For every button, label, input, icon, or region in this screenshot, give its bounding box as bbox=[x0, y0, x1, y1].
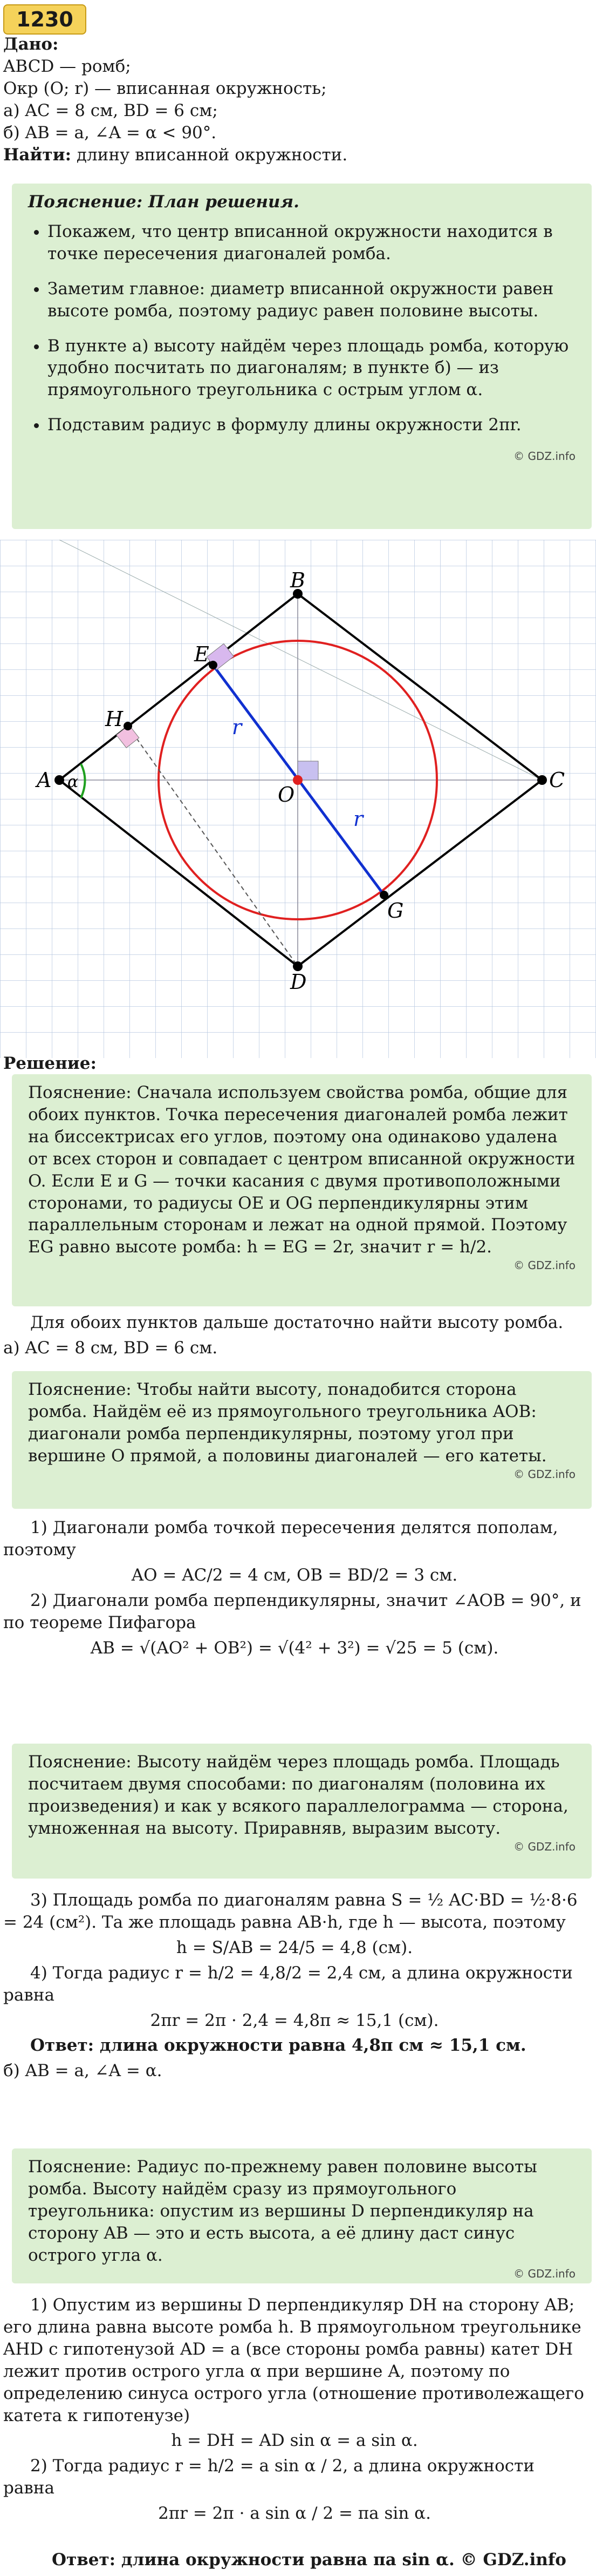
note-box-1 bbox=[12, 1074, 592, 1306]
label-a: A bbox=[37, 768, 52, 792]
given-line: Окр (O; r) — вписанная окружность; bbox=[3, 78, 327, 98]
part-a-heading: а) AC = 8 см, BD = 6 см. bbox=[3, 1338, 218, 1358]
formula: 2πr = 2π · 2,4 = 4,8π ≈ 15,1 (см). bbox=[150, 2010, 439, 2030]
plan-list bbox=[28, 221, 576, 436]
copyright-text: © GDZ.info bbox=[513, 450, 576, 463]
plan-item: • Заметим главное: диаметр вписанной окружности равен высоте ромба, поэтому радиус равен половине высоты. bbox=[47, 278, 576, 322]
point-a bbox=[54, 775, 64, 785]
label-h: H bbox=[105, 707, 124, 731]
formula: AB = √(AO² + OB²) = √(4² + 3²) = √25 = 5 (см). bbox=[90, 1638, 499, 1658]
part-a-steps-1 bbox=[3, 1517, 586, 1662]
paragraph: 1) Диагонали ромба точкой пересечения делятся пополам, поэтому bbox=[3, 1518, 558, 1560]
note-text: Пояснение: Высоту найдём через площадь ромба. Площадь посчитаем двумя способами: по диагоналям (половина их произведения) и как у всякого параллелограмма — сторона, умноженная на высоту. Приравняв, выразим высоту. bbox=[28, 1752, 568, 1838]
formula: h = S/AB = 24/5 = 4,8 (см). bbox=[176, 1937, 413, 1957]
part-a-steps-2 bbox=[3, 1889, 586, 2085]
label-e: E bbox=[194, 642, 209, 666]
note-box-2 bbox=[12, 1371, 592, 1509]
label-c: C bbox=[549, 768, 565, 792]
note-box-3 bbox=[12, 1744, 592, 1879]
given-line: а) AC = 8 см, BD = 6 см; bbox=[3, 100, 218, 120]
copyright-text: © GDZ.info bbox=[513, 1467, 576, 1481]
note-box-4 bbox=[12, 2148, 592, 2283]
find-label: Найти: bbox=[3, 145, 72, 165]
paragraph: Для обоих пунктов дальше достаточно найти высоту ромба. bbox=[30, 1313, 564, 1332]
part-b-heading: б) AB = a, ∠A = α. bbox=[3, 2061, 162, 2081]
point-e bbox=[209, 661, 217, 669]
copyright-text: © GDZ.info bbox=[513, 1840, 576, 1853]
paragraph: 2) Диагонали ромба перпендикулярны, значит ∠AOB = 90°, и по теореме Пифагора bbox=[3, 1590, 581, 1632]
label-d: D bbox=[290, 970, 307, 994]
problem-number-badge: 1230 bbox=[3, 4, 86, 35]
answer-b: Ответ: длина окружности равна πa sin α. © GDZ.info bbox=[52, 2550, 566, 2570]
note-text: Пояснение: Чтобы найти высоту, понадобится сторона ромба. Найдём её из прямоугольного треугольника AOB: диагонали ромба перпендикулярны, поэтому угол при вершине O прямой, а половины диагоналей — его катеты. bbox=[28, 1380, 547, 1466]
plan-heading: Пояснение: План решения. bbox=[28, 192, 299, 212]
paragraph: 3) Площадь ромба по диагоналям равна S = ½ AC·BD = ½·8·6 = 24 (см²). Та же площадь равна AB·h, где h — высота, поэтому bbox=[3, 1890, 578, 1932]
rhombus-diagram bbox=[0, 540, 596, 1058]
point-g bbox=[380, 891, 388, 899]
plan-box bbox=[12, 184, 592, 529]
copyright-text: © GDZ.info bbox=[513, 1259, 576, 1272]
plan-item: • В пункте а) высоту найдём через площадь ромба, которую удобно посчитать по диагоналям; в пункте б) — из прямоугольного треугольника с острым углом α. bbox=[47, 335, 576, 402]
label-g: G bbox=[387, 899, 404, 923]
paragraph: 4) Тогда радиус r = h/2 = 4,8/2 = 2,4 см, а длина окружности равна bbox=[3, 1963, 573, 2005]
solution-title: Решение: bbox=[3, 1054, 97, 1073]
label-alpha: α bbox=[67, 772, 79, 791]
label-o: O bbox=[278, 783, 295, 806]
formula: 2πr = 2π · a sin α / 2 = πa sin α. bbox=[158, 2504, 431, 2524]
find-text: длину вписанной окружности. bbox=[76, 145, 348, 165]
paragraph: 1) Опустим из вершины D перпендикуляр DH на сторону AB; его длина равна высоте ромба h. В прямоугольном треугольнике AHD с гипотенузой AD = a (все стороны ромба равны) катет DH лежит против острого угла α при вершине A, поэтому по определению синуса острого угла (отношение противолежащего катета к гипотенузе) bbox=[3, 2295, 584, 2425]
answer-a: Ответ: длина окружности равна 4,8π см ≈ 15,1 см. bbox=[30, 2036, 526, 2056]
note-text: Пояснение: Радиус по-прежнему равен половине высоты ромба. Высоту найдём сразу из прямоугольного треугольника: опустим из вершины D перпендикуляр на сторону AB — это и есть высота, а её длину даст синус острого угла α. bbox=[28, 2157, 537, 2265]
label-b: B bbox=[290, 568, 305, 592]
given-title: Дано: bbox=[3, 35, 59, 54]
given-line: ABCD — ромб; bbox=[3, 56, 131, 76]
note-text: Пояснение: Сначала используем свойства ромба, общие для обоих пунктов. Точка пересечения диагоналей ромба лежит на биссектрисах его углов, поэтому она одинаково удалена от всех сторон и совпадает с центром вписанной окружности O. Если E и G — точки касания с двумя противоположными сторонами, то радиусы OE и OG перпендикулярны этим параллельным сторонам и лежат на одной прямой. Поэтому EG равно высоте ромба: h = EG = 2r, значит r = h/2. bbox=[28, 1083, 576, 1257]
part-b-steps bbox=[3, 2294, 586, 2528]
part-a-intro bbox=[3, 1312, 586, 1362]
given-line: б) AB = a, ∠A = α < 90°. bbox=[3, 123, 217, 143]
point-c bbox=[537, 775, 547, 785]
copyright-text: © GDZ.info bbox=[513, 2267, 576, 2280]
point-h bbox=[124, 722, 132, 730]
given-block bbox=[3, 33, 591, 166]
label-r-lower: r bbox=[353, 807, 364, 831]
plan-item: • Покажем, что центр вписанной окружности находится в точке пересечения диагоналей ромба. bbox=[47, 221, 576, 265]
paragraph: 2) Тогда радиус r = h/2 = a sin α / 2, а длина окружности равна bbox=[3, 2456, 535, 2498]
plan-item: • Подставим радиус в формулу длины окружности 2πr. bbox=[47, 414, 576, 436]
formula: AO = AC/2 = 4 см, OB = BD/2 = 3 см. bbox=[131, 1565, 458, 1585]
label-r-upper: r bbox=[232, 715, 242, 739]
formula: h = DH = AD sin α = a sin α. bbox=[171, 2431, 418, 2451]
